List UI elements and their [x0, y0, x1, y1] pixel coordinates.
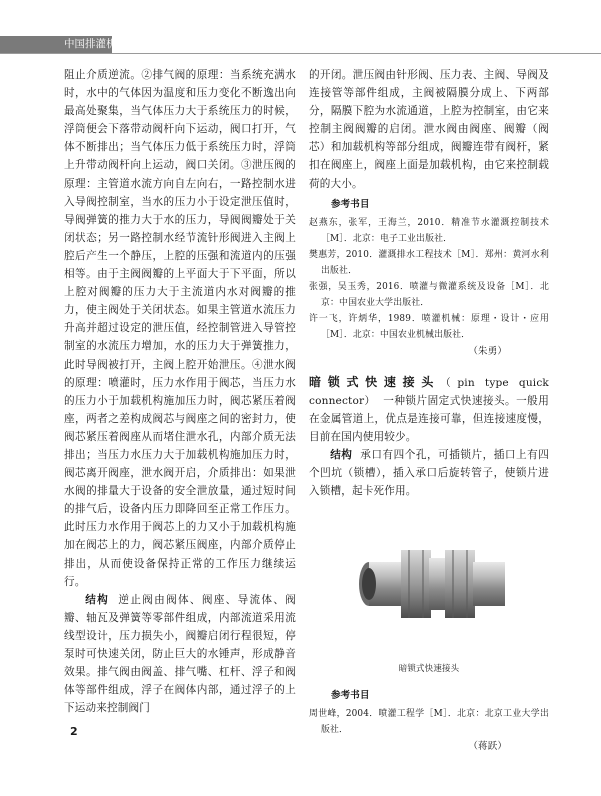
- running-header: [0, 36, 148, 53]
- structure-label: 结构: [85, 593, 110, 606]
- left-paragraph: 阻止介质逆流。②排气阀的原理：当系统充满水时，水中的气体因为温度和压力变化不断逸出向最高处聚集，当气体压力大于系统压力的时候，浮筒便会下落带动阀杆向下运动，阀口打开，气体不断排出；当气体压力低于系统压力时，浮筒上升带动阀杆向上运动，阀口关闭。③泄压阀的原理：主管道水流方向自左向右，一路控制水进入导阀控制室，当水的压力小于设定泄压值时，导阀弹簧的推力大于水的压力，导阀阀瓣处于关闭状态；另一路控制水经节流针形阀进入主阀上腔后产生一个静压，上腔的压强和流道内的压强相等。由于主阀阀瓣的上平面大于下平面，所以上腔对阀瓣的压力大于主流道内水对阀瓣的推力，使主阀处于关闭状态。如果主管道水流压力升高并超过设定的泄压值，经控制管进入导管控制室的水流压力增加，水的压力大于弹簧推力，此时导阀被打开，主阀上腔开始泄压。④泄水阀的原理：喷灌时，压力水作用于阀芯，当压力水的压力小于加载机构施加压力时，阀芯紧压着阀座，两者之差构成阀芯与阀座之间的密封力，使阀芯紧压着阀座从而堵住泄水孔，内部介质无法排出；当压力水压力大于加载机构施加压力时，阀芯离开阀座，泄水阀开启，介质排出：如果泄水阀的排量大于设备的安全泄放量，通过短时间的排气后，设备内压力即降回至正常工作压力。此时压力水作用于阀芯上的力又小于加载机构施加在阀芯上的力，阀芯紧压阀座，内部介质停止排出，从而使设备保持正常的工作压力继续运行。: [64, 69, 296, 588]
- right-structure-paragraph: [309, 446, 549, 500]
- book-title: 中国排灌机械全书: [64, 38, 148, 50]
- quick-connector-illustration: [309, 512, 549, 662]
- connector-photo: [309, 512, 549, 662]
- structure-label: 结构: [330, 449, 353, 462]
- entry-english: （pin type quick connector）: [309, 376, 549, 407]
- reference-item: 许一飞，许炳华，1989．喷灌机械：原理・设计・应用［M］．北京：中国农业机械出版社．: [309, 313, 549, 340]
- reference-item: 樊惠芳，2010．灌溉排水工程技术［M］．郑州：黄河水利出版社．: [309, 249, 549, 276]
- reference-item: 张强，吴玉秀，2016．喷灌与微灌系统及设备［M］．北京：中国农业大学出版社．: [309, 281, 549, 308]
- references-title: 参考书目: [331, 198, 370, 210]
- author-attribution: （朱勇）: [468, 345, 507, 357]
- entry-title: 暗锁式快速接头: [309, 374, 441, 389]
- structure-text: 承口有四个孔，可插锁片，插口上有四个凹坑（锁槽），插入承口后旋转管子，使锁片进入锁槽，起卡死作用。: [309, 449, 549, 498]
- header-rule: [0, 53, 601, 54]
- reference-item: 周世峰，2004．喷灌工程学［M］．北京：北京工业大学出版社．: [309, 709, 549, 736]
- reference-item: 赵燕东，张军，王海兰，2010．精准节水灌溉控制技术［M］．北京：电子工业出版社．: [309, 217, 549, 244]
- figure-caption: 暗锁式快速接头: [398, 664, 460, 675]
- left-column: [64, 66, 296, 717]
- entry-paragraph: [309, 373, 549, 446]
- right-continuation: 的开闭。泄压阀由针形阀、压力表、主阀、导阀及连接管等部件组成，主阀被隔膜分成上、下两部分，隔膜下腔为水流通道，上腔为控制室，由它来控制主阀阀瓣的启闭。泄水阀由阀座、阀瓣（阀芯）和加载机构等部分组成，阀瓣连带有阀杆，紧扣在阀座上，阀座上面是加载机构，由它来控制载荷的大小。: [309, 69, 549, 190]
- structure-text: 逆止阀由阀体、阀座、导流体、阀瓣、轴瓦及弹簧等零部件组成，内部流道采用流线型设计，压力损失小，阀瓣启闭行程很短，停泵时可快速关闭，防止巨大的水锤声，形成静音效果。排气阀由阀盖、排气嘴、杠杆、浮子和阀体等部件组成，浮子在阀体内部，通过浮子的上下运动来控制阀门: [64, 593, 296, 715]
- author-attribution: （蒋跃）: [468, 741, 507, 753]
- entry-definition: 一种锁片固定式快速接头。一般用在金属管道上，优点是连接可靠，但连接速度慢，目前在国内使用较少。: [309, 394, 549, 443]
- right-column: [309, 66, 549, 756]
- left-structure-paragraph: [64, 591, 296, 718]
- page-number: 2: [70, 725, 78, 738]
- references-title: 参考书目: [331, 690, 370, 702]
